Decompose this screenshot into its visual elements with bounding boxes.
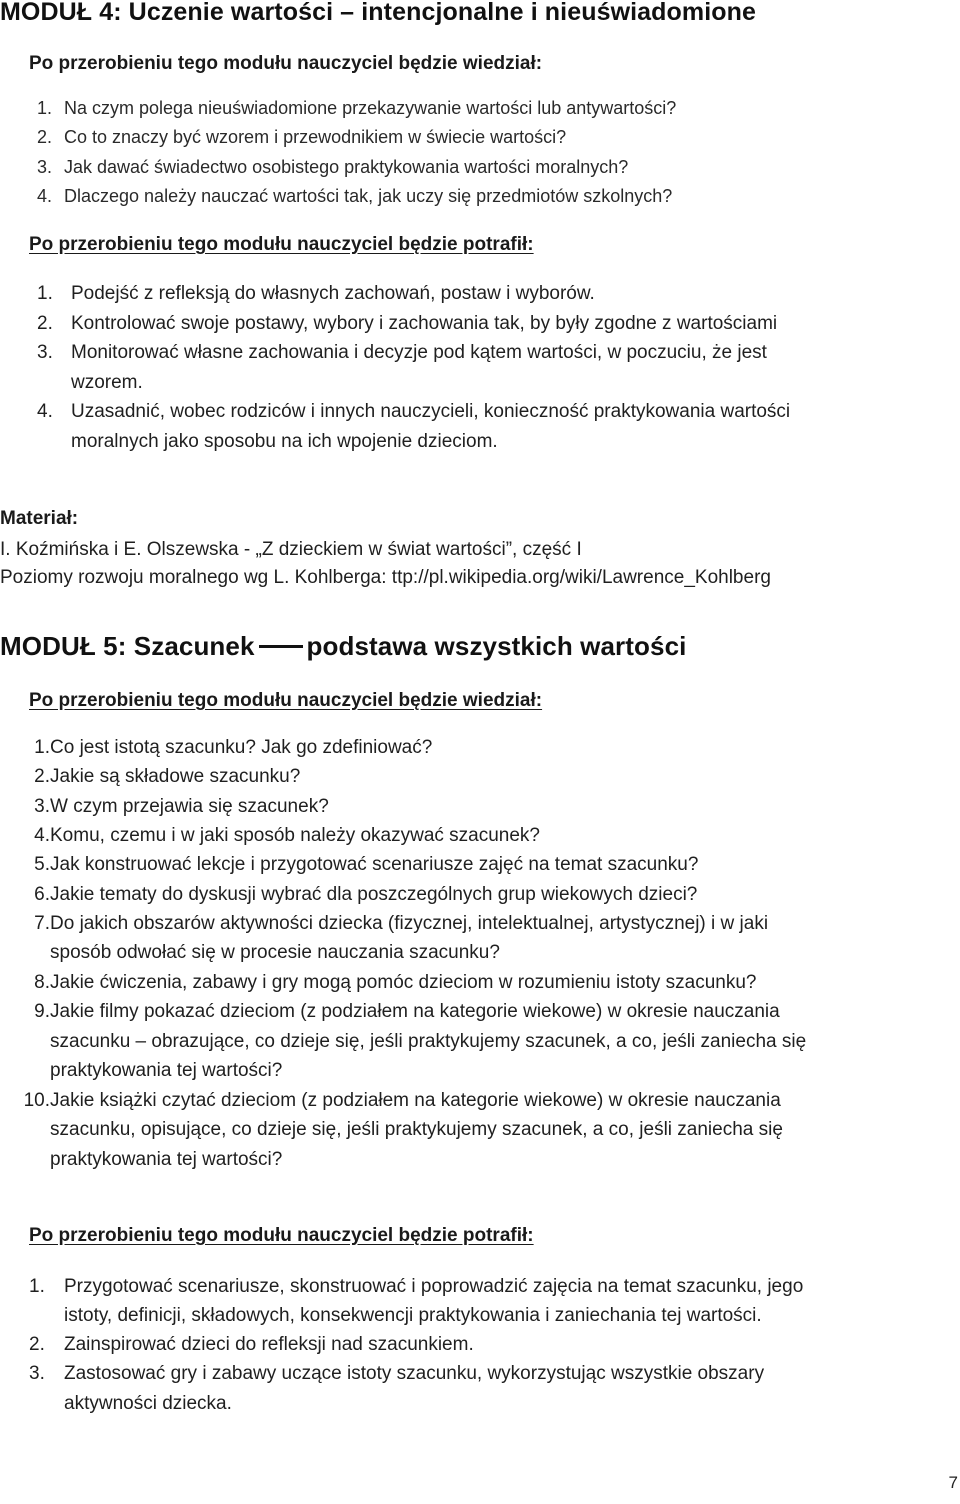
list-item: 8.Jakie ćwiczenia, zabawy i gry mogą pomóc dzieciom w rozumieniu istoty szacunku? [34, 972, 757, 993]
list-item: 2. Kontrolować swoje postawy, wybory i zachowania tak, by były zgodne z wartościami [37, 313, 778, 334]
list-item: 2. Co to znaczy być wzorem i przewodnikiem w świecie wartości? [37, 127, 567, 147]
list-item: 3. Zastosować gry i zabawy uczące istoty szacunku, wykorzystując wszystkie obszary [29, 1363, 765, 1384]
list-item: 3.W czym przejawia się szacunek? [34, 796, 329, 817]
module4-title: MODUŁ 4: Uczenie wartości – intencjonalne i nieuświadomione [0, 0, 757, 26]
list-item: 1.Co jest istotą szacunku? Jak go zdefiniować? [34, 737, 433, 758]
list-item-continuation: aktywności dziecka. [64, 1393, 232, 1414]
list-item-continuation: sposób odwołać się w procesie nauczania szacunku? [50, 942, 500, 963]
list-item: 1. Podejść z refleksją do własnych zachowań, postaw i wyborów. [37, 283, 595, 304]
module4-material-heading: Materiał: [0, 508, 79, 529]
list-item-continuation: wzorem. [71, 372, 143, 393]
list-item: 9.Jakie filmy pokazać dzieciom (z podziałem na kategorie wiekowe) w okresie nauczania [34, 1001, 780, 1022]
list-item-continuation: praktykowania tej wartości? [50, 1060, 283, 1081]
list-item: 5.Jak konstruować lekcje i przygotować scenariusze zajęć na temat szacunku? [34, 854, 699, 875]
list-item: 1. Przygotować scenariusze, skonstruować i poprowadzić zajęcia na temat szacunku, jego [29, 1276, 804, 1297]
module5-knows-heading: Po przerobieniu tego modułu nauczyciel będzie wiedział: [29, 690, 543, 711]
list-item: 10.Jakie książki czytać dzieciom (z podziałem na kategorie wiekowe) w okresie nauczania [23, 1090, 781, 1111]
list-item: 6.Jakie tematy do dyskusji wybrać dla poszczególnych grup wiekowych dzieci? [34, 884, 698, 905]
list-item-continuation: szacunku, opisujące, co dzieje się, jeśli praktykujemy szacunek, a co, jeśli zaniecha się [50, 1119, 783, 1140]
list-item: 3. Jak dawać świadectwo osobistego praktykowania wartości moralnych? [37, 157, 629, 177]
material-line: Poziomy rozwoju moralnego wg L. Kohlberga: ttp://pl.wikipedia.org/wiki/Lawrence_Kohlberg [0, 567, 771, 588]
list-item: 4. Uzasadnić, wobec rodziców i innych nauczycieli, konieczność praktykowania wartości [37, 401, 791, 422]
material-line: I. Koźmińska i E. Olszewska - „Z dzieckiem w świat wartości”, część I [0, 539, 582, 560]
list-item-continuation: istoty, definicji, składowych, konsekwencji praktykowania i zaniechania tej wartości. [64, 1305, 762, 1326]
page-number: 7 [948, 1473, 958, 1492]
list-item-continuation: praktykowania tej wartości? [50, 1149, 283, 1170]
module4-knows-heading: Po przerobieniu tego modułu nauczyciel będzie wiedział: [29, 53, 543, 74]
list-item: 4. Dlaczego należy nauczać wartości tak, jak uczy się przedmiotów szkolnych? [37, 186, 673, 206]
list-item-continuation: moralnych jako sposobu na ich wpojenie dzieciom. [71, 431, 498, 452]
list-item-continuation: szacunku – obrazujące, co dzieje się, jeśli praktykujemy szacunek, a co, jeśli zaniecha się [50, 1031, 807, 1052]
module5-title: MODUŁ 5: Szacunek podstawa wszystkich wartości [0, 631, 687, 661]
list-item: 2. Zainspirować dzieci do refleksji nad szacunkiem. [29, 1334, 474, 1355]
list-item: 3. Monitorować własne zachowania i decyzje pod kątem wartości, w poczuciu, że jest [37, 342, 767, 363]
module4-can-heading: Po przerobieniu tego modułu nauczyciel będzie potrafił: [29, 234, 534, 255]
list-item: 7.Do jakich obszarów aktywności dziecka (fizycznej, intelektualnej, artystycznej) i w jaki [34, 913, 769, 934]
module5-can-heading: Po przerobieniu tego modułu nauczyciel będzie potrafił: [29, 1225, 534, 1246]
list-item: 1. Na czym polega nieuświadomione przekazywanie wartości lub antywartości? [37, 98, 677, 118]
list-item: 2.Jakie są składowe szacunku? [34, 766, 301, 787]
em-dash [259, 645, 303, 648]
list-item: 4.Komu, czemu i w jaki sposób należy okazywać szacunek? [34, 825, 541, 846]
